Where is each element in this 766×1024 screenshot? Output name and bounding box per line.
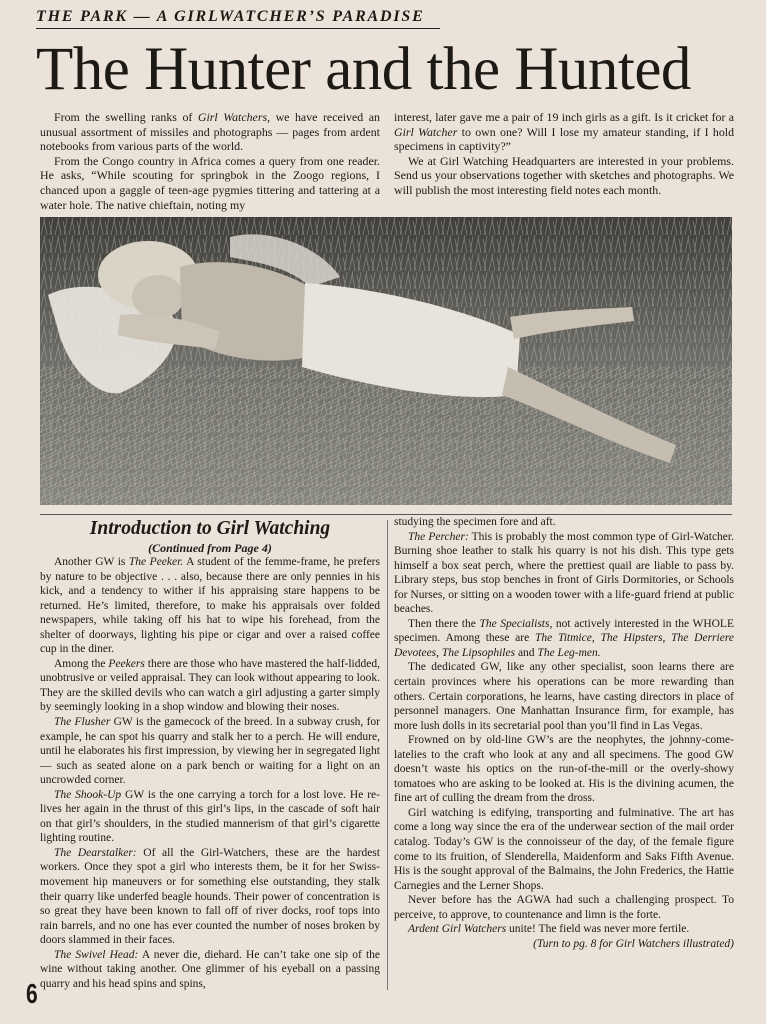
article-headline: The Hunter and the Hunted xyxy=(36,36,691,103)
intro-paragraph-1: From the swelling ranks of Girl Watchers, we have received an unusual assortment of missiles and photographs — pages from ardent notebooks from various parts of the world. xyxy=(40,110,380,154)
woman-reclining-in-grass-photo xyxy=(40,217,732,505)
intro-column-left xyxy=(40,110,380,212)
paragraph-percher: The Percher: This is probably the most common type of Girl-Watcher. Burning shoe leather to stalk his quarry is not his dish. This type gets himself a box seat perch, where the prettiest quail are liable to pass by. Library steps, bus stop benches in front of Girls Dormitories, or Schools for Nurses, or sitting on a wooden tower with a life-guard friend at public beaches. xyxy=(394,530,734,616)
paragraph-edifying: Girl watching is edifying, transporting and fulminative. The art has come a long way since the era of the underwear section of the mail order catalog. Today’s GW is the connoisseur of the day, of the female figure come to its fruition, of Slenderella, Maidenform and Saks Fifth Avenue. His is the sought approval of the Balmains, the John Frederics, the Hattie Carnegies and the Lerner Shops. xyxy=(394,806,734,892)
paragraph-swivel-head: The Swivel Head: A never die, diehard. He can’t take one sip of the wine without taking another. One glimmer of his eyeball on a passing quarry and his head spins and spins, xyxy=(40,948,380,990)
intro-column-right xyxy=(394,110,734,198)
intro-paragraph-4: We at Girl Watching Headquarters are interested in your problems. Send us your observations together with sketches and photographs. We will publish the most interesting field notes each month. xyxy=(394,153,734,197)
paragraph-continuation: studying the specimen fore and aft. xyxy=(394,516,556,528)
section-subtitle: (Continued from Page 4) xyxy=(148,541,272,555)
intro-paragraph-2: From the Congo country in Africa comes a query from one reader. He asks, “While scouting for springbok in the Zoogo regions, I chanced upon a gaggle of teen-age pygmies tittering and tattering at a water hole. The native chieftain, noting my xyxy=(40,153,380,212)
paragraph-never-before: Never before has the AGWA had such a challenging prospect. To perceive, to approve, to countenance and limn is the forte. xyxy=(394,894,734,921)
body-column-right xyxy=(394,515,734,951)
paragraph-flusher: The Flusher GW is the gamecock of the breed. In a subway crush, for example, he can spot his quarry and stalk her to a perch. He will endure, until he elaborates his first impression, by viewing her in segregated light — such as seated alone on a park bench or waiting for a light on an uncrowded corner. xyxy=(40,716,380,787)
paragraph-peeker: Another GW is The Peeker. A student of the femme-frame, he prefers by nature to be objective . . . also, because there are only pennies in his kick, and a tendency to wither if his appraising stare happens to be returned. He’s limited, therefore, to make his appraisals over folded newspapers, while taking off his hat to wipe his forehead, from the shelter of doorways, lighting his pipe or cigar and over a raised coffee cup in the diner. xyxy=(40,556,380,656)
paragraph-specialists: Then there the The Specialists, not actively interested in the WHOLE specimen. Among these are The Titmice, The Hipsters, The Derriere Devotees, The Lipsophiles and The Leg-men. xyxy=(394,617,734,659)
section-title: Introduction to Girl Watching xyxy=(89,518,331,539)
paragraph-shook-up: The Shook-Up GW is the one carrying a torch for a lost love. He re-lives her again in the thrust of this girl’s lips, in the cascade of soft hair on that girl’s shoulders, in the studied mannerism of that girl’s cigarette lighting routine. xyxy=(40,788,380,845)
paragraph-peekers: Among the Peekers there are those who have mastered the half-lidded, unobtrusive or veiled appraisal. They can look without appearing to look. They are the skilled devils who can watch a girl adjusting a garter simply by seemingly looking in a shop window and blowing their noses. xyxy=(40,657,380,714)
intro-paragraph-3: interest, later gave me a pair of 19 inch girls as a gift. Is it cricket for a Girl Watcher to own one? Will I lose my amateur standing, if I hold specimens in captivity?” xyxy=(394,110,735,154)
body-column-left xyxy=(40,555,380,991)
page-number: 6 xyxy=(26,978,38,1009)
paragraph-dearstalker: The Dearstalker: Of all the Girl-Watchers, these are the hardest workers. Once they spot a girl who interests them, be it for her Swiss-movement hip maneuvers or for something else outstanding, they stalk their quarry like underfed beagle hounds. Their power of concentration is so great they have been known to fall off of river docks, roof tops into rain barrels, and no one has ever counted the number of noses broken by doors slammed in their faces. xyxy=(40,846,380,947)
continued-note: (Turn to pg. 8 for Girl Watchers illustrated) xyxy=(533,937,734,950)
section-kicker: THE PARK — A GIRLWATCHER’S PARADISE xyxy=(36,8,440,29)
paragraph-frowned: Frowned on by old-line GW’s are the neophytes, the johnny-come-latelies to the craft who look at any and all specimens. The good GW doesn’t waste his optics on the run-of-the-mill or the overly-showy tomatoes who are asking to be looked at. His is the divining acumen, the fine art of culling the dream from the dross. xyxy=(394,734,734,805)
paragraph-dedicated: The dedicated GW, like any other specialist, soon learns there are certain provinces where his operations can be more rewarding than others. Certain corporations, he learns, have casting directors in place of personnel managers. One Manhattan Insurance firm, for example, has more lush dolls in its secretarial pool than you’ll find in Las Vegas. xyxy=(394,661,734,732)
paragraph-ardent: Ardent Girl Watchers unite! The field was never more fertile. (Turn to pg. 8 for Girl Watchers illustrated) xyxy=(408,923,734,950)
column-divider xyxy=(387,520,388,990)
